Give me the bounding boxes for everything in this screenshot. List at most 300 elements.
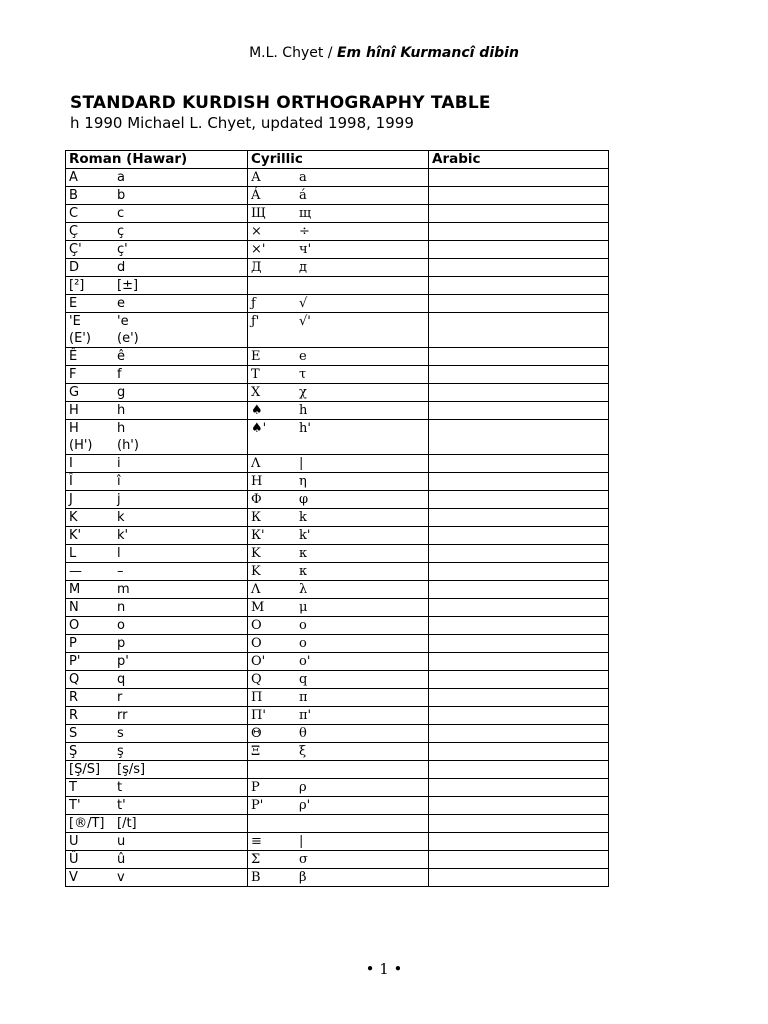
arabic-cell [429,635,609,653]
roman-cell [66,366,248,384]
lowercase-letter: k [117,510,125,525]
roman-cell [66,313,248,348]
uppercase-letter: E [69,296,78,311]
table-row [66,277,609,295]
table-row [66,581,609,599]
table-row [66,689,609,707]
table-row [66,869,609,887]
table-row [66,509,609,527]
lowercase-letter: û [117,852,126,867]
uppercase-letter: O [69,618,80,633]
cyrillic-cell [248,527,429,545]
table-row [66,833,609,851]
lowercase-letter: h [117,421,126,436]
arabic-cell [429,689,609,707]
arabic-cell [429,259,609,277]
uppercase-letter: П' [251,708,266,723]
table-row [66,707,609,725]
uppercase-letter: V [69,870,78,885]
lowercase-letter: μ [299,600,308,615]
roman-cell [66,420,248,455]
uppercase-letter: [Ş/S] [69,762,101,777]
lowercase-letter: φ [299,492,309,507]
lowercase-letter: k [299,510,307,525]
uppercase-letter: Φ [251,492,262,507]
roman-cell [66,797,248,815]
arabic-cell [429,617,609,635]
uppercase-letter: Р [251,780,260,795]
page-title: STANDARD KURDISH ORTHOGRAPHY TABLE [70,93,491,113]
uppercase-letter: J [69,492,73,507]
uppercase-letter: D [69,260,80,275]
uppercase-letter: ×' [251,242,266,257]
uppercase-letter: Е [251,349,261,364]
lowercase-letter: σ [299,852,308,867]
roman-cell [66,169,248,187]
uppercase-letter: S [69,726,78,741]
uppercase-letter: T' [69,798,81,813]
column-header-cyrillic: Cyrillic [248,151,429,169]
cyrillic-cell [248,581,429,599]
table-row [66,563,609,581]
uppercase-letter: K' [69,528,82,543]
table-row [66,295,609,313]
arabic-cell [429,455,609,473]
uppercase-letter: P' [69,654,81,669]
lowercase-letter: t' [117,798,126,813]
lowercase-letter: h [117,403,126,418]
arabic-cell [429,761,609,779]
uppercase-letter: Û [69,852,79,867]
page-number: • 1 • [365,960,403,978]
cyrillic-cell [248,599,429,617]
table-row [66,599,609,617]
uppercase-letter: A [69,170,78,185]
lowercase-letter: î [117,474,121,489]
uppercase-letter: ƒ' [251,314,260,329]
arabic-cell [429,420,609,455]
arabic-cell [429,473,609,491]
roman-cell [66,241,248,259]
table-header-row [66,151,609,169]
lowercase-letter: c [117,206,125,221]
roman-cell [66,653,248,671]
uppercase-letter: П [251,690,263,705]
roman-cell [66,277,248,295]
lowercase-letter: | [299,834,304,849]
uppercase-letter: (E') [69,331,91,346]
lowercase-letter: rr [117,708,128,723]
uppercase-letter: — [69,564,82,579]
arabic-cell [429,295,609,313]
lowercase-letter: á [299,188,307,203]
uppercase-letter: ƒ [251,296,256,311]
cyrillic-cell [248,313,429,348]
table-row [66,527,609,545]
cyrillic-cell [248,545,429,563]
cyrillic-cell [248,259,429,277]
cyrillic-cell [248,869,429,887]
arabic-cell [429,205,609,223]
cyrillic-cell [248,348,429,366]
uppercase-letter: О [251,618,262,633]
lowercase-letter: – [117,564,124,579]
arabic-cell [429,653,609,671]
arabic-cell [429,833,609,851]
roman-cell [66,833,248,851]
lowercase-letter: t [117,780,123,795]
lowercase-letter: (h') [117,438,139,453]
uppercase-letter: C [69,206,79,221]
cyrillic-cell [248,851,429,869]
uppercase-letter: К' [251,528,265,543]
lowercase-letter: q [117,672,126,687]
uppercase-letter: Á [251,188,261,203]
table-row [66,473,609,491]
roman-cell [66,761,248,779]
lowercase-letter: ξ [299,744,307,759]
roman-cell [66,707,248,725]
lowercase-letter: √ [299,296,308,311]
lowercase-letter: [±] [117,278,139,293]
lowercase-letter: ê [117,349,125,364]
lowercase-letter: ч' [299,242,312,257]
uppercase-letter: H [69,403,79,418]
lowercase-letter: а [299,170,307,185]
arabic-cell [429,851,609,869]
lowercase-letter: ş [117,744,124,759]
uppercase-letter: ♠' [251,421,267,436]
roman-cell [66,402,248,420]
uppercase-letter: 'E [69,314,81,329]
uppercase-letter: [®/T] [69,816,105,831]
orthography-table [65,150,609,887]
table-row [66,348,609,366]
cyrillic-cell [248,420,429,455]
uppercase-letter: О [251,636,262,651]
roman-cell [66,725,248,743]
lowercase-letter: n [117,600,126,615]
cyrillic-cell [248,617,429,635]
column-header-roman: Roman (Hawar) [66,151,248,169]
arabic-cell [429,779,609,797]
arabic-cell [429,491,609,509]
roman-cell [66,527,248,545]
lowercase-letter: o [117,618,125,633]
roman-cell [66,348,248,366]
table-row [66,545,609,563]
lowercase-letter: p [117,636,126,651]
lowercase-letter: g [117,385,126,400]
cyrillic-cell [248,725,429,743]
uppercase-letter: Т [251,367,260,382]
uppercase-letter: F [69,367,77,382]
roman-cell [66,869,248,887]
table-row [66,455,609,473]
table-row [66,223,609,241]
uppercase-letter: Q [251,672,262,687]
lowercase-letter: l [117,546,121,561]
uppercase-letter: [²] [69,278,85,293]
lowercase-letter: θ [299,726,307,741]
arabic-cell [429,509,609,527]
cyrillic-cell [248,689,429,707]
table-row [66,815,609,833]
roman-cell [66,563,248,581]
arabic-cell [429,187,609,205]
lowercase-letter: √' [299,314,311,329]
cyrillic-cell [248,509,429,527]
table-row [66,169,609,187]
lowercase-letter: щ [299,206,312,221]
uppercase-letter: Ç' [69,242,82,257]
table-row [66,617,609,635]
uppercase-letter: U [69,834,79,849]
lowercase-letter: π' [299,708,312,723]
lowercase-letter: ç' [117,242,128,257]
arabic-cell [429,797,609,815]
uppercase-letter: Λ [251,456,261,471]
arabic-cell [429,366,609,384]
roman-cell [66,384,248,402]
cyrillic-cell [248,833,429,851]
cyrillic-cell [248,707,429,725]
arabic-cell [429,563,609,581]
header-book-title: Em hînî Kurmancî dibin [336,45,519,61]
uppercase-letter: К [251,510,262,525]
table-row [66,725,609,743]
lowercase-letter: k' [117,528,129,543]
lowercase-letter: u [117,834,126,849]
table-row [66,653,609,671]
table-row [66,313,609,348]
lowercase-letter: (e') [117,331,139,346]
uppercase-letter: Р' [251,798,264,813]
roman-cell [66,689,248,707]
uppercase-letter: Q [69,672,80,687]
uppercase-letter: (H') [69,438,93,453]
uppercase-letter: Θ [251,726,262,741]
arabic-cell [429,384,609,402]
arabic-cell [429,277,609,295]
table-row [66,797,609,815]
cyrillic-cell [248,455,429,473]
lowercase-letter: ο' [299,654,311,669]
cyrillic-cell [248,797,429,815]
lowercase-letter: ρ' [299,798,311,813]
cyrillic-cell [248,169,429,187]
arabic-cell [429,348,609,366]
table-row [66,851,609,869]
uppercase-letter: Н [251,474,263,489]
arabic-cell [429,599,609,617]
table-row [66,779,609,797]
lowercase-letter: m [117,582,130,597]
running-header [0,45,768,61]
uppercase-letter: О' [251,654,266,669]
uppercase-letter: Î [69,474,73,489]
cyrillic-cell [248,402,429,420]
roman-cell [66,491,248,509]
arabic-cell [429,815,609,833]
uppercase-letter: Λ [251,582,261,597]
lowercase-letter: [/t] [117,816,137,831]
cyrillic-cell [248,384,429,402]
roman-cell [66,545,248,563]
roman-cell [66,509,248,527]
table-row [66,205,609,223]
cyrillic-cell [248,635,429,653]
header-author: M.L. Chyet / [249,45,337,61]
table-row [66,671,609,689]
uppercase-letter: А [251,170,261,185]
uppercase-letter: P [69,636,77,651]
lowercase-letter: b [117,188,126,203]
lowercase-letter: ÷ [299,224,310,239]
page-subtitle: h 1990 Michael L. Chyet, updated 1998, 1999 [70,114,414,132]
uppercase-letter: R [69,690,79,705]
lowercase-letter: q [299,672,308,687]
lowercase-letter: k' [299,528,311,543]
uppercase-letter: Щ [251,206,266,221]
cyrillic-cell [248,223,429,241]
roman-cell [66,815,248,833]
arabic-cell [429,743,609,761]
lowercase-letter: [ş/s] [117,762,146,777]
table-row [66,635,609,653]
uppercase-letter: В [251,870,261,885]
cyrillic-cell [248,187,429,205]
uppercase-letter: Κ [251,546,261,561]
arabic-cell [429,402,609,420]
lowercase-letter: d [117,260,126,275]
uppercase-letter: R [69,708,79,723]
lowercase-letter: χ [299,385,307,400]
uppercase-letter: T [69,780,77,795]
lowercase-letter: η [299,474,307,489]
uppercase-letter: N [69,600,79,615]
roman-cell [66,295,248,313]
lowercase-letter: λ [299,582,308,597]
roman-cell [66,779,248,797]
uppercase-letter: Κ [251,564,261,579]
table-row [66,743,609,761]
uppercase-letter: G [69,385,80,400]
arabic-cell [429,869,609,887]
cyrillic-cell [248,743,429,761]
lowercase-letter: i [117,456,121,471]
roman-cell [66,223,248,241]
uppercase-letter: Σ [251,852,261,867]
lowercase-letter: f [117,367,122,382]
cyrillic-cell [248,815,429,833]
roman-cell [66,599,248,617]
roman-cell [66,455,248,473]
roman-cell [66,671,248,689]
table-row [66,384,609,402]
table-row [66,761,609,779]
lowercase-letter: о [299,618,307,633]
uppercase-letter: ♠ [251,403,263,418]
arabic-cell [429,313,609,348]
table-row [66,187,609,205]
roman-cell [66,581,248,599]
arabic-cell [429,241,609,259]
uppercase-letter: × [251,224,262,239]
cyrillic-cell [248,205,429,223]
lowercase-letter: e [117,296,125,311]
arabic-cell [429,725,609,743]
table-row [66,402,609,420]
lowercase-letter: ρ [299,780,307,795]
uppercase-letter: Ç [69,224,79,239]
uppercase-letter: H [69,421,79,436]
uppercase-letter: Ê [69,349,78,364]
cyrillic-cell [248,779,429,797]
arabic-cell [429,671,609,689]
cyrillic-cell [248,277,429,295]
table-row [66,491,609,509]
lowercase-letter: s [117,726,124,741]
cyrillic-cell [248,653,429,671]
lowercase-letter: κ [299,564,308,579]
lowercase-letter: p' [117,654,129,669]
cyrillic-cell [248,671,429,689]
roman-cell [66,205,248,223]
arabic-cell [429,169,609,187]
roman-cell [66,635,248,653]
lowercase-letter: a [117,170,125,185]
lowercase-letter: r [117,690,123,705]
uppercase-letter: Ş [69,744,78,759]
cyrillic-cell [248,563,429,581]
roman-cell [66,743,248,761]
arabic-cell [429,545,609,563]
roman-cell [66,851,248,869]
lowercase-letter: h [299,403,308,418]
cyrillic-cell [248,473,429,491]
lowercase-letter: τ [299,367,307,382]
uppercase-letter: L [69,546,77,561]
lowercase-letter: | [299,456,304,471]
uppercase-letter: I [69,456,73,471]
table-row [66,366,609,384]
uppercase-letter: M [69,582,81,597]
arabic-cell [429,707,609,725]
lowercase-letter: д [299,260,308,275]
uppercase-letter: Μ [251,600,265,615]
uppercase-letter: Ξ [251,744,261,759]
roman-cell [66,617,248,635]
lowercase-letter: ç [117,224,125,239]
arabic-cell [429,581,609,599]
lowercase-letter: h' [299,421,311,436]
roman-cell [66,187,248,205]
lowercase-letter: β [299,870,307,885]
table-row [66,259,609,277]
roman-cell [66,473,248,491]
uppercase-letter: Д [251,260,262,275]
cyrillic-cell [248,241,429,259]
cyrillic-cell [248,761,429,779]
lowercase-letter: 'e [117,314,129,329]
lowercase-letter: π [299,690,308,705]
lowercase-letter: ο [299,636,307,651]
lowercase-letter: е [299,349,307,364]
table-row [66,241,609,259]
cyrillic-cell [248,491,429,509]
roman-cell [66,259,248,277]
